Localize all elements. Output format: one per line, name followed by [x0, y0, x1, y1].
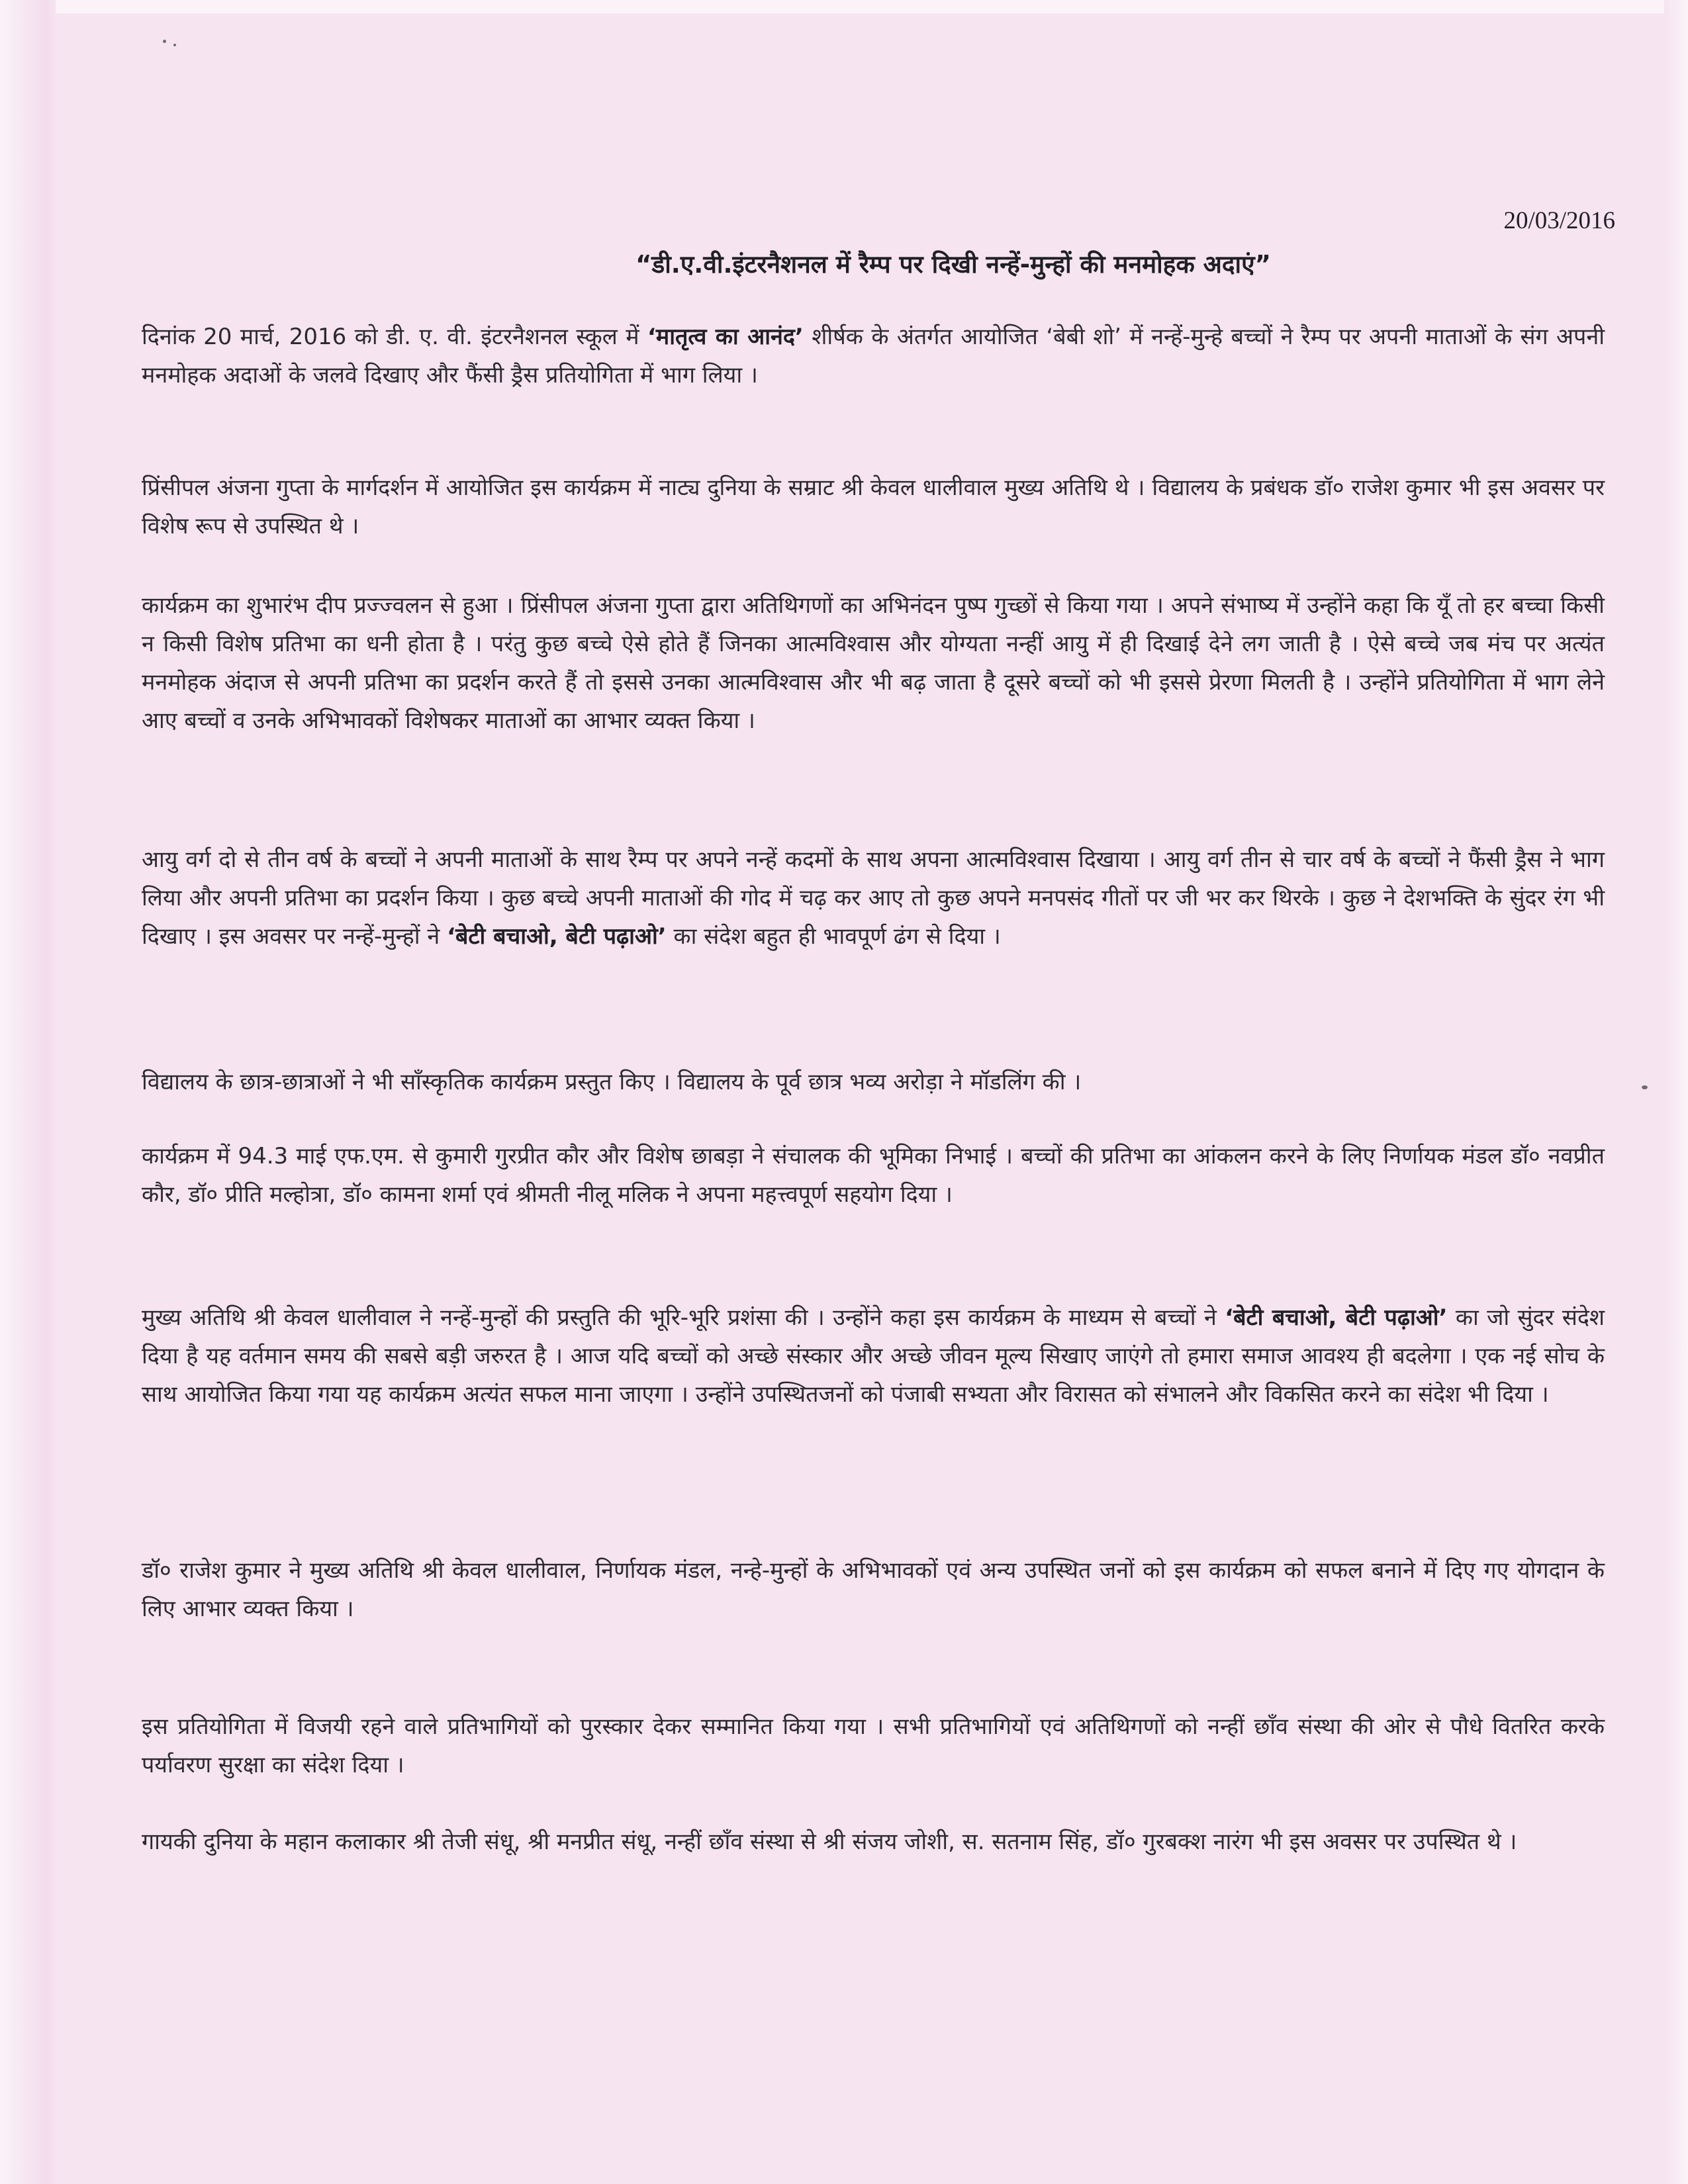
paragraph-intro [142, 318, 1605, 394]
paragraph-guests: प्रिंसीपल अंजना गुप्ता के मार्गदर्शन में आयोजित इस कार्यक्रम में नाट्य दुनिया के सम्राट श्री केवल धालीवाल मुख्य अतिथि थे । विद्यालय के प्रबंधक डॉ० राजेश कुमार भी इस अवसर पर विशेष रूप से उपस्थित थे । [142, 475, 1605, 539]
page-edge-top [0, 0, 1688, 13]
paragraph-text: का संदेश बहुत ही भावपूर्ण ढंग से दिया । [666, 923, 1001, 950]
paragraph-text: का जो सुंदर संदेश दिया है यह वर्तमान समय की सबसे बड़ी जरुरत है । आज यदि बच्चों को अच्छे संस्कार और अच्छे जीवन मूल्य सिखाए जाएंगे तो हमारा समाज आवश्य ही बदलेगा । एक नई सोच के साथ आयोजित किया गया यह कार्यक्रम अत्यंत सफल माना जाएगा । उन्होंने उपस्थितजनों को पंजाबी सभ्यता और विरासत को संभालने और विकसित करने का संदेश भी दिया । [142, 1304, 1605, 1408]
paragraph-cultural: विद्यालय के छात्र-छात्राओं ने भी साँस्कृतिक कार्यक्रम प्रस्तुत किए । विद्यालय के पूर्व छात्र भव्य अरोड़ा ने मॉडलिंग की । [142, 1069, 1082, 1095]
paragraph-chief-guest [142, 1298, 1605, 1414]
paragraph-text: शीर्षक के अंतर्गत आयोजित ‘बेबी शो’ में नन्हें-मुन्हे बच्चों ने रैम्प पर अपनी माताओं के संग अपनी मनमोहक अदाओं के जलवे दिखाए और फैंसी ड्रैस प्रतियोगिता में भाग लिया । [142, 324, 1605, 388]
scan-speck [173, 44, 176, 46]
document-headline: “डी.ए.वी.इंटरनैशनल में रैम्प पर दिखी नन्हें-मुन्हों की मनमोहक अदाएं” [635, 250, 1271, 279]
scan-speck [163, 40, 166, 43]
paragraph-attendees: गायकी दुनिया के महान कलाकार श्री तेजी संधू, श्री मनप्रीत संधू, नन्हीं छाँव संस्था से श्री संजय जोशी, स. सतनाम सिंह, डॉ० गुरबक्श नारंग भी इस अवसर पर उपस्थित थे । [142, 1829, 1517, 1855]
page-edge-left [0, 0, 56, 2184]
paragraph-text: मुख्य अतिथि श्री केवल धालीवाल ने नन्हें-मुन्हों की प्रस्तुति की भूरि-भूरि प्रशंसा की । उन्होंने कहा इस कार्यक्रम के माध्यम से बच्चों ने [142, 1304, 1225, 1331]
paragraph-thanks: डॉ० राजेश कुमार ने मुख्य अतिथि श्री केवल धालीवाल, निर्णायक मंडल, नन्हे-मुन्हों के अभिभावकों एवं अन्य उपस्थित जनों को इस कार्यक्रम को सफल बनाने में दिए गए योगदान के लिए आभार व्यक्त किया । [142, 1557, 1605, 1622]
scan-speck [1642, 1085, 1648, 1089]
paragraph-text: दिनांक 20 मार्च, 2016 को डी. ए. वी. इंटरनैशनल स्कूल में [142, 324, 647, 350]
paragraph-text: आयु वर्ग दो से तीन वर्ष के बच्चों ने अपनी माताओं के साथ रैम्प पर अपने नन्हें कदमों के साथ अपना आत्मविश्वास दिखाया । आयु वर्ग तीन से चार वर्ष के बच्चों ने फैंसी ड्रैस ने भाग लिया और अपनी प्रतिभा का प्रदर्शन किया । कुछ बच्चे अपनी माताओं की गोद में चढ़ कर आए तो कुछ अपने मनपसंद गीतों पर जी भर कर थिरके । कुछ ने देशभक्ति के सुंदर रंग भी दिखाए । इस अवसर पर नन्हें-मुन्हों ने [142, 846, 1605, 950]
paragraph-inauguration: कार्यक्रम का शुभारंभ दीप प्रज्ज्वलन से हुआ । प्रिंसीपल अंजना गुप्ता द्वारा अतिथिगणों का अभिनंदन पुष्प गुच्छों से किया गया । अपने संभाष्य में उन्होंने कहा कि यूँ तो हर बच्चा किसी न किसी विशेष प्रतिभा का धनी होता है । परंतु कुछ बच्चे ऐसे होते हैं जिनका आत्मविश्वास और योग्यता नन्हीं आयु में ही दिखाई देने लग जाती है । ऐसे बच्चे जब मंच पर अत्यंत मनमोहक अंदाज से अपनी प्रतिभा का प्रदर्शन करते हैं तो इससे उनका आत्मविश्वास और भी बढ़ जाता है दूसरे बच्चों को भी इससे प्रेरणा मिलती है । उन्होंने प्रतियोगिता में भाग लेने आए बच्चों व उनके अभिभावकों विशेषकर माताओं का आभार व्यक्त किया । [142, 592, 1605, 734]
paragraph-awards: इस प्रतियोगिता में विजयी रहने वाले प्रतिभागियों को पुरस्कार देकर सम्मानित किया गया । सभी प्रतिभागियों एवं अतिथिगणों को नन्हीं छाँव संस्था की ओर से पौधे वितरित करके पर्यावरण सुरक्षा का संदेश दिया । [142, 1713, 1605, 1778]
slogan: ‘बेटी बचाओ, बेटी पढ़ाओ’ [1225, 1304, 1448, 1331]
slogan: ‘बेटी बचाओ, बेटी पढ़ाओ’ [447, 923, 667, 950]
event-title: ‘मातृत्व का आनंद’ [647, 324, 804, 350]
paragraph-performances [142, 841, 1605, 956]
document-date: 20/03/2016 [1503, 207, 1615, 234]
paragraph-judges: कार्यक्रम में 94.3 माई एफ.एम. से कुमारी गुरप्रीत कौर और विशेष छाबड़ा ने संचालक की भूमिका निभाई । बच्चों की प्रतिभा का आंकलन करने के लिए निर्णायक मंडल डॉ० नवप्रीत कौर, डॉ० प्रीति मल्होत्रा, डॉ० कामना शर्मा एवं श्रीमती नीलू मलिक ने अपना महत्त्वपूर्ण सहयोग दिया । [142, 1143, 1605, 1208]
page-edge-right [1664, 0, 1688, 2184]
